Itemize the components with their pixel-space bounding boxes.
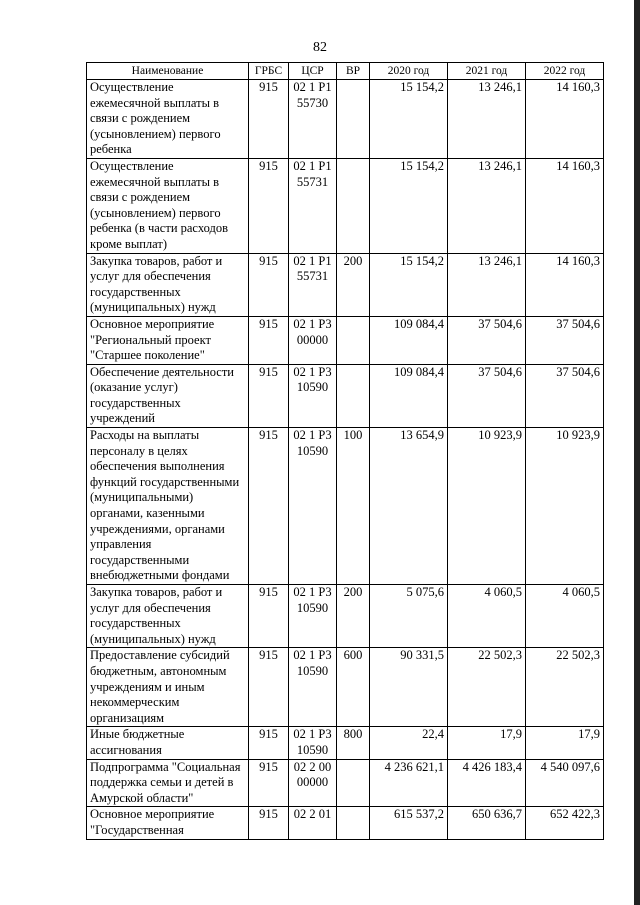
table-row	[87, 807, 604, 839]
header-name: Наименование	[87, 63, 249, 80]
table-row	[87, 253, 604, 316]
row-name: Основное мероприятие "Государственная	[87, 807, 249, 839]
row-2020: 90 331,5	[370, 648, 448, 727]
row-2021: 13 246,1	[448, 253, 526, 316]
row-name: Осуществление ежемесячной выплаты в связи с рождением (усыновлением) первого ребенка (в части расходов кроме выплат)	[87, 158, 249, 253]
row-name: Закупка товаров, работ и услуг для обеспечения государственных (муниципальных) нужд	[87, 585, 249, 648]
table-row	[87, 158, 604, 253]
row-2022: 10 923,9	[526, 428, 604, 585]
page-number: 82	[313, 40, 327, 55]
row-csr: 02 1 P3 10590	[289, 648, 337, 727]
table-row	[87, 80, 604, 159]
row-name: Обеспечение деятельности (оказание услуг) государственных учреждений	[87, 364, 249, 427]
row-vr: 100	[337, 428, 370, 585]
row-2020: 15 154,2	[370, 158, 448, 253]
row-vr: 800	[337, 727, 370, 759]
row-2020: 22,4	[370, 727, 448, 759]
row-2022: 652 422,3	[526, 807, 604, 839]
row-2022: 22 502,3	[526, 648, 604, 727]
row-grbs: 915	[249, 648, 289, 727]
header-grbs: ГРБС	[249, 63, 289, 80]
row-csr: 02 2 01	[289, 807, 337, 839]
header-2020: 2020 год	[370, 63, 448, 80]
row-2021: 17,9	[448, 727, 526, 759]
row-2021: 10 923,9	[448, 428, 526, 585]
row-vr	[337, 158, 370, 253]
row-name: Осуществление ежемесячной выплаты в связи с рождением (усыновлением) первого ребенка	[87, 80, 249, 159]
row-grbs: 915	[249, 727, 289, 759]
row-name: Подпрограмма "Социальная поддержка семьи и детей в Амурской области"	[87, 759, 249, 807]
scan-edge	[634, 0, 640, 905]
row-csr: 02 1 P3 00000	[289, 316, 337, 364]
row-2020: 109 084,4	[370, 316, 448, 364]
row-vr	[337, 759, 370, 807]
row-2021: 4 060,5	[448, 585, 526, 648]
header-2021: 2021 год	[448, 63, 526, 80]
row-2020: 109 084,4	[370, 364, 448, 427]
header-2022: 2022 год	[526, 63, 604, 80]
row-2020: 15 154,2	[370, 253, 448, 316]
row-grbs: 915	[249, 316, 289, 364]
row-2022: 17,9	[526, 727, 604, 759]
row-2022: 37 504,6	[526, 364, 604, 427]
row-2021: 37 504,6	[448, 316, 526, 364]
row-name: Закупка товаров, работ и услуг для обеспечения государственных (муниципальных) нужд	[87, 253, 249, 316]
row-2022: 4 540 097,6	[526, 759, 604, 807]
row-grbs: 915	[249, 428, 289, 585]
row-grbs: 915	[249, 585, 289, 648]
table-header-row	[87, 63, 604, 80]
budget-table	[86, 62, 604, 840]
row-grbs: 915	[249, 80, 289, 159]
row-vr: 200	[337, 585, 370, 648]
row-2021: 22 502,3	[448, 648, 526, 727]
table-row	[87, 364, 604, 427]
table-row	[87, 759, 604, 807]
row-csr: 02 1 P3 10590	[289, 364, 337, 427]
row-grbs: 915	[249, 807, 289, 839]
row-grbs: 915	[249, 253, 289, 316]
row-grbs: 915	[249, 364, 289, 427]
row-2020: 13 654,9	[370, 428, 448, 585]
row-vr: 600	[337, 648, 370, 727]
table-row	[87, 316, 604, 364]
row-vr: 200	[337, 253, 370, 316]
row-2022: 14 160,3	[526, 158, 604, 253]
row-csr: 02 1 P1 55730	[289, 80, 337, 159]
row-2020: 15 154,2	[370, 80, 448, 159]
header-csr: ЦСР	[289, 63, 337, 80]
row-csr: 02 1 P1 55731	[289, 253, 337, 316]
row-2020: 615 537,2	[370, 807, 448, 839]
row-name: Основное мероприятие "Региональный проект "Старшее поколение"	[87, 316, 249, 364]
row-csr: 02 2 00 00000	[289, 759, 337, 807]
row-2022: 4 060,5	[526, 585, 604, 648]
row-grbs: 915	[249, 759, 289, 807]
row-2022: 14 160,3	[526, 80, 604, 159]
row-2020: 5 075,6	[370, 585, 448, 648]
row-2021: 650 636,7	[448, 807, 526, 839]
row-csr: 02 1 P3 10590	[289, 428, 337, 585]
row-2022: 37 504,6	[526, 316, 604, 364]
row-2021: 13 246,1	[448, 158, 526, 253]
row-2021: 13 246,1	[448, 80, 526, 159]
table-row	[87, 648, 604, 727]
row-2021: 4 426 183,4	[448, 759, 526, 807]
row-2021: 37 504,6	[448, 364, 526, 427]
header-vr: ВР	[337, 63, 370, 80]
row-csr: 02 1 P3 10590	[289, 727, 337, 759]
row-2022: 14 160,3	[526, 253, 604, 316]
row-csr: 02 1 P3 10590	[289, 585, 337, 648]
row-name: Расходы на выплаты персоналу в целях обеспечения выполнения функций государственными (муниципальными) органами, казенными учреждениями, органами управления государственными внебюджетными фондами	[87, 428, 249, 585]
row-vr	[337, 316, 370, 364]
row-grbs: 915	[249, 158, 289, 253]
row-vr	[337, 807, 370, 839]
table-row	[87, 727, 604, 759]
row-name: Иные бюджетные ассигнования	[87, 727, 249, 759]
row-vr	[337, 364, 370, 427]
row-name: Предоставление субсидий бюджетным, автономным учреждениям и иным некоммерческим организациям	[87, 648, 249, 727]
row-csr: 02 1 P1 55731	[289, 158, 337, 253]
table-row	[87, 585, 604, 648]
row-2020: 4 236 621,1	[370, 759, 448, 807]
row-vr	[337, 80, 370, 159]
table-row	[87, 428, 604, 585]
